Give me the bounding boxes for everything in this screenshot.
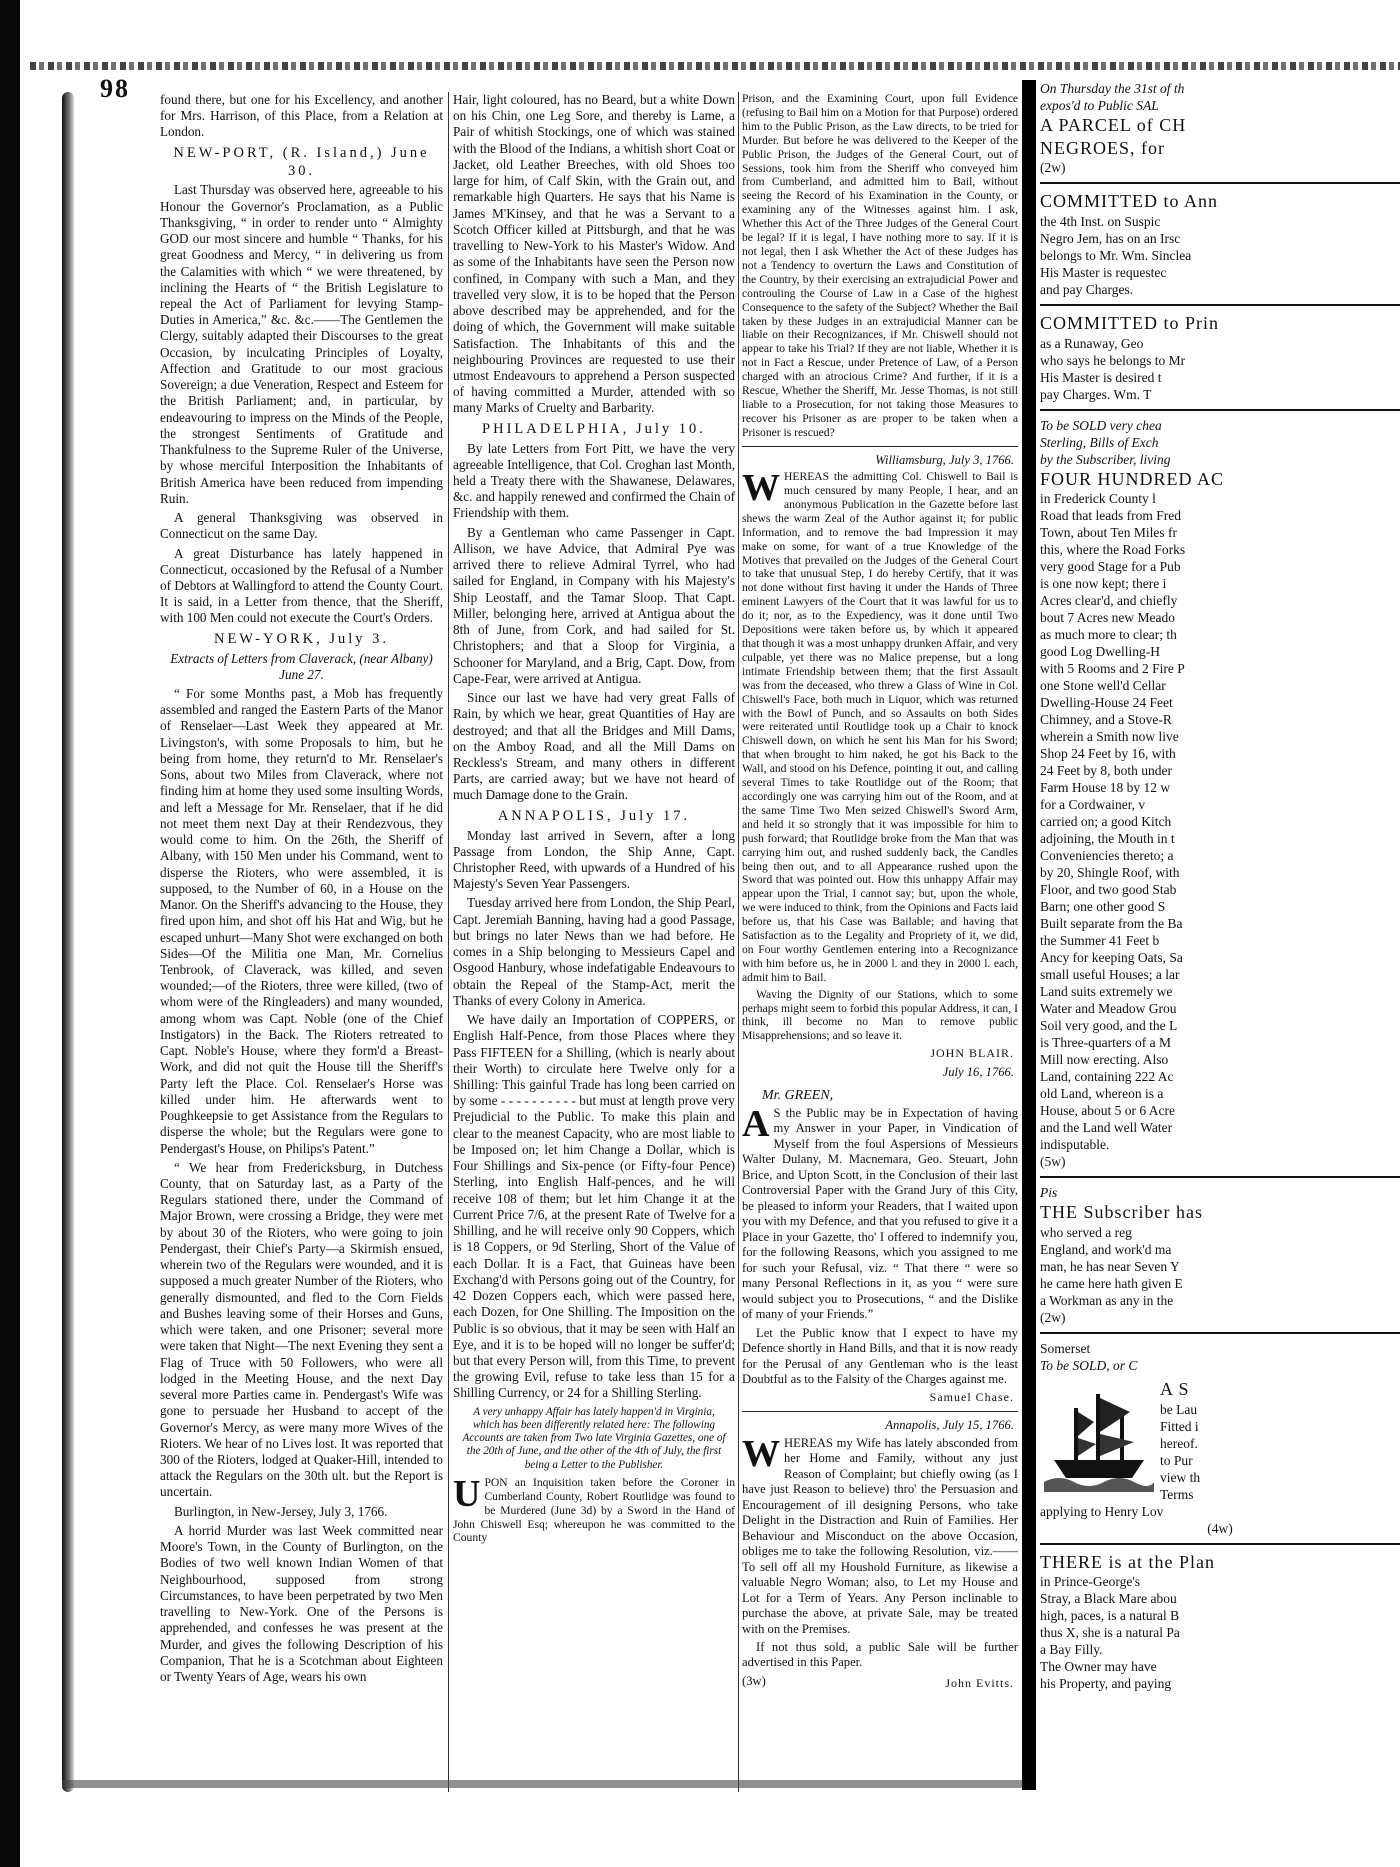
divider (1040, 409, 1400, 411)
drop-cap: U (453, 1472, 481, 1515)
divider (1040, 1176, 1400, 1178)
paragraph: Let the Public know that I expect to have my Defence shortly in Hand Bills, and that it is now ready for the Perusal of any Gentleman who is the least Doubtful as to the Falsity of the Charges against me. (742, 1325, 1018, 1386)
signature-john-evitts: John Evitts. (945, 1675, 1014, 1690)
ad-line: who says he belongs to Mr (1040, 352, 1186, 368)
ship-ad-line: view th (1160, 1469, 1201, 1485)
column-2 (453, 92, 735, 1792)
ad-line: with 5 Rooms and 2 Fire P (1040, 661, 1185, 677)
paragraph: Since our last we have had very great Falls of Rain, by which we hear, great Quantities of Hay are destroyed; and that all the Bridges and Mill Dams, on the Amboy Road, and all the Mill Dams on Reckless's Stream, and many others in different Parts, are carried away; but we have not heard of much Damage done to the Grain. (453, 690, 735, 803)
ad-line: Land, containing 222 Ac (1040, 1069, 1174, 1085)
column-4-advertisements (1040, 80, 1400, 1790)
stray-ad-line: Stray, a Black Mare abou (1040, 1591, 1177, 1607)
ad-line: who served a reg (1040, 1225, 1132, 1241)
ship-ad-line: Terms (1160, 1486, 1194, 1502)
ad-line: NEGROES, for (1040, 137, 1165, 158)
ad-line: Water and Meadow Grou (1040, 1001, 1177, 1017)
stray-ad-line: THERE is at the Plan (1040, 1551, 1215, 1572)
paragraph: A great Disturbance has lately happened in Connecticut, occasioned by the Refusal of a Number of Debtors at Wallingford to attend the County Court. It is said, in a Letter from thence, that the Sheriff, with 100 Men could not execute the Court's Orders. (160, 545, 443, 626)
signature-samuel-chase: Samuel Chase. (929, 1390, 1014, 1405)
insertion-count: (4w) (1207, 1520, 1233, 1536)
scan-edge-shadow (0, 0, 20, 1867)
ad-line: a Workman as any in the (1040, 1293, 1174, 1309)
ad-line: Dwelling-House 24 Feet (1040, 695, 1173, 711)
ship-ad-line: be Lau (1160, 1401, 1198, 1417)
whereas-text: HEREAS the admitting Col. Chiswell to Bail is much censured by many People, I hear, and an anonymous Publication in the Gazette before last shews the warm Zeal of the Author against it; for public Information, and to remove the bad Impression it may make on some, for want of a true Knowledge of the Motives that prevailed on the Judges of the General Court to take that unusual Step, I do hereby Certify, that it was not done without first having it under the Hands of Three eminent Lawyers of the Court that it was lawful for us to do it; nor, as to the Expediency, was it done until Two Depositions were taken before us, by which it appeared that though it was a most unhappy drunken Affair, and very culpable, yet there was no Malice prepense, but a long intimate Friendship between them; that the first Assault was from the deceased, who threw a Glass of Wine in Col. Chiswell's Face, both much in Liquor, which was returned with the Bowl of Punch, and so Assaults on both Sides were reiterated until Routlidge took up a Chair to knock Chiswell down, on which he sent his Man for his Sword; that when brought to him naked, he got his Back to the Wall, and stood on his Defence, pointing it out, and calling several Times to take Routlidge out of the Room; that accordingly one was carrying him out of the Room, and at the same Time Two Men seized Chiswell's Sword Arm, and held it so strongly that it was impossible for him to push forward; that Routlidge broke from the Man that was carrying him out, and rushed suddenly back, the Candles being then out, and to all Appearance rushed upon the Sword that was pointed out. How this unhappy Affair may appear upon the Trial, I cannot say; but, upon the whole, we were induced to think, from the Opinions and Facts laid before us, that his Case was Bailable; and having that Satisfaction as to the Legality and Propriety of it, we did, on Four worthy Gentlemen entering into a Recognizance with him before us, he in 2000 l. and they in 2000 l. each, admit him to Bail. (742, 470, 1018, 984)
ad-line: Built separate from the Ba (1040, 916, 1183, 932)
ad-line: Acres clear'd, and chiefly (1040, 593, 1178, 609)
stray-ad-line: The Owner may have (1040, 1659, 1157, 1675)
ad-line: Mill now erecting. Also (1040, 1052, 1169, 1068)
ship-ad-tail: applying to Henry Lov (1040, 1503, 1164, 1519)
paragraph: found there, but one for his Excellency, and another for Mrs. Harrison, of this Place, from a Relation at London. (160, 92, 443, 140)
divider (1040, 1332, 1400, 1334)
divider (742, 1411, 1018, 1412)
ad-line: Shop 24 Feet by 16, with (1040, 746, 1176, 762)
column-rule-1 (448, 92, 449, 1792)
divider (1040, 182, 1400, 184)
ad-line: On Thursday the 31st of th (1040, 81, 1185, 96)
ad-line: in Frederick County l (1040, 491, 1156, 507)
ad-line: belongs to Mr. Wm. Sinclea (1040, 248, 1192, 264)
ad-line: House, about 5 or 6 Acre (1040, 1103, 1175, 1119)
ad-line: and pay Charges. (1040, 282, 1134, 298)
stray-mare-ad (1040, 1551, 1400, 1693)
column-3 (742, 92, 1018, 1792)
ad-line: adjoining, the Mouth in t (1040, 831, 1175, 847)
ad-line: A PARCEL of CH (1040, 115, 1187, 135)
paragraph: We have daily an Importation of COPPERS, or English Half-Pence, from those Places where they Pass FIFTEEN for a Shilling, (which is nearly about their Worth) to circulate here Twelve only for a Shilling: This gainful Trade has long been carried on by some - - - - - - - - - - but must at length prove very Prejudicial to the Public. To make this plain and clear to the meanest Capacity, who are most liable to be Imposed on; let him Change a Dollar, which is Four Shillings and Six-pence (or Fifty-four Pence) Sterling, into English Half-pences, and he will receive 108 of them; but let him Change it at the Current Price 7/6, at the present Rate of Twelve for a Shilling, and he will receive only 90 Coppers, which is 18 Coppers, or 9d Sterling, Short of the Value of each Dollar. It is a Fact, that Guineas have been Exchang'd with Persons going out of the Country, for 42 Dozen Coppers each, which were passed here, each Dozen, for One Shilling. The Imposition on the Public is so obvious, that it may be seen with Half an Eye, and it is to be hoped will no longer be suffer'd; but that every Person will, from this Time, to prevent the growing Evil, refuse to take less than 15 for a Shilling Currency, or 24 for a Shilling Sterling. (453, 1012, 735, 1401)
burlington-dateline: Burlington, in New-Jersey, July 3, 1766. (174, 1503, 388, 1519)
ad-line: very good Stage for a Pub (1040, 559, 1181, 575)
ad-line: Chimney, and a Stove-R (1040, 712, 1172, 728)
italic-note: A very unhappy Affair has lately happen'd in Virginia, which has been differently related here: The following Accounts are taken from Two late Virginia Gazettes, one of the 20th of June, and the other of the 4th of July, the first being a Letter to the Publisher. (462, 1405, 726, 1471)
ad-line: expos'd to Public SAL (1040, 98, 1159, 113)
drop-cap: W (742, 1432, 780, 1475)
ad-line: he came here hath given E (1040, 1276, 1183, 1292)
paragraph: Tuesday arrived here from London, the Ship Pearl, Capt. Jeremiah Banning, having had a good Passage, but brings no later News than we had before. He comes in a Ship belonging to Messieurs Capel and Osgood Hanbury, whose indefatigable Endeavours to obtain the Repeal of the Stamp-Act, merit the Thanks of every Colony in America. (453, 895, 735, 1008)
divider (1040, 1543, 1400, 1545)
newport-heading: NEW-PORT, (R. Island,) June 30. (173, 144, 430, 179)
philadelphia-heading: PHILADELPHIA, July 10. (482, 420, 706, 437)
ad-line: COMMITTED to Prin (1040, 313, 1219, 334)
stray-ad-line: high, paces, is a natural B (1040, 1608, 1180, 1624)
ad-line: wherein a Smith now live (1040, 729, 1179, 745)
paragraph: “ For some Months past, a Mob has frequently assembled and ranged the Eastern Parts of the Manor of Renselaer—Last Week they appeared at Mr. Livingston's, with some Proposals to him, but he being from home, they return'd to Mr. Renselaer's Sons, about two Miles from Claverack, where not finding him at home they used some insulting Words, and left a Message for Mr. Renselaer, that if he did not meet them next Day at their Rendezvous, they would come to him. On the 26th, the Sheriff of Albany, with 150 Men under his Command, went to disperse the Rioters, who were assembled, it is supposed, to the Number of 60, in a House on the Manor. On the Sheriff's advancing to the House, they fired upon him, and shot off his Hat and Wig, but he escaped unhurt—Many Shot were exchanged on both Sides—Of the Militia one Man, Mr. Cornelius Tenbrook, of Claverack, was killed, and seven wounded;—of the Rioters, three were killed, (two of whom were of the Ringleaders) and many wounded, among whom was Capt. Noble (one of the Chief Instigators) in the Back. The Rioters retreated to Capt. Noble's House, where they form'd a Breast-Work, and did not quit the House till the Sheriff's Party left the Place. Col. Renselaer's Horse was killed under him. He afterwards went to Poughkeepsie to get Assistance from the Regulars to disperse the whole; but the Regulars were gone to Pendergast's House, on Philips's Patent.” (160, 685, 443, 1156)
ad-line: one Stone well'd Cellar (1040, 678, 1166, 694)
ad-line: the 4th Inst. on Suspic (1040, 214, 1161, 230)
ad-line: Farm House 18 by 12 w (1040, 780, 1171, 796)
salutation: Mr. GREEN, (762, 1087, 834, 1103)
ad-line: as much more to clear; th (1040, 627, 1177, 643)
divider (1040, 304, 1400, 306)
ad-line: Barn; one other good S (1040, 899, 1166, 915)
ad-line: Pis (1040, 1185, 1058, 1201)
paragraph: A horrid Murder was last Week committed near Moore's Town, in the County of Burlington, on the Bodies of two well known Indian Women of that Neighbourhood, supposed from strong Circumstances, to have been perpetrated by two Men travelling to New-York. One of the Persons is apprehended, and confesses he was present at the Murder, and gives the following Description of his Companion, That he is a Scotchman about Eighteen or Twenty Years of Age, wears his own (160, 1522, 443, 1685)
ad-line: good Log Dwelling-H (1040, 644, 1160, 660)
ad-line: is one now kept; there i (1040, 576, 1167, 592)
ad-line: bout 7 Acres new Meado (1040, 610, 1175, 626)
ad-line: COMMITTED to Ann (1040, 191, 1218, 212)
paragraph: By late Letters from Fort Pitt, we have the very agreeable Intelligence, that Col. Croghan last Month, held a Treaty there with the Shawanese, Delawares, &c. and happily renewed and confirmed the Chain of Friendship with them. (453, 440, 735, 521)
paragraph: Waving the Dignity of our Stations, which to some perhaps might seem to forbid this popular Address, it can, I think, ill become no Man to remove public Misapprehensions; and so leave it. (742, 987, 1018, 1043)
paragraph: Prison, and the Examining Court, upon full Evidence (refusing to Bail him on a Motion for that Purpose) ordered him to the Public Prison, as the Law directs, to be tried for Murder. But before he was delivered to the Keeper of the Public Prison, the Judges of the General Court, out of Sessions, took him from the Sheriff who conveyed him from Cumberland, and admitted him to Bail, without seeing the Record of his Examination in the County, or examining any of the Witnesses against him. I ask, Whether this Act of the Three Judges of the General Court be legal? If it is legal, I have nothing more to say. If it is not legal, then I ask Whether the Act of these Judges has not a Tendency to overturn the Laws and Constitution of the Country, by their exercising an extrajudicial Power and controuling the Course of Law in a Case of the highest Consequence to the safety of the Subject? Whether the Bail taken by these Judges in an extrajudicial Manner can be liable on their Recognizances, if Mr. Chiswell should not appear to take his Trial? If they are not liable, Whether it is not in Fact a Rescue, under Pretence of Law, of a Person charged with an atrocious Crime? And further, if it is a Rescue, Whether the Sheriff, Mr. Jesse Thomas, is not still liable to a Prosecution, for not taking those Measures to recover his Prisoner as are proper to be taken when a Prisoner is rescued? (742, 92, 1018, 439)
ad-line: the Summer 41 Feet b (1040, 933, 1160, 949)
ad-line: by the Subscriber, living (1040, 451, 1171, 467)
advertisement-lines (1040, 80, 1400, 1374)
ship-icon (1044, 1382, 1154, 1492)
paragraph: “ We hear from Fredericksburg, in Dutchess County, that on Saturday last, as a Party of the Regulars stationed there, under the Command of Major Brown, were crossing a Bridge, they were met by about 30 of the Rioters, who were going to join Pendergast, their Chief's Party—a Skirmish ensued, wherein two of the Regulars were wounded, and it is supposed a much greater Number of the Rioters, who generally dismounted, and fled to the Corn Fields and Bushes leaving some of their Horses and Guns, which were taken, and one Prisoner; several more were taken that Night—The next Evening they sent a Flag of Truce with 50 Followers, who were all lodged in the Meeting House, and the next Day several more Parties came in. Pendergast's Wife was gone to persuade her Husband to accept of the Governor's Mercy, as were many more Wives of the Rioters. We hear of no Lives lost. It was reported that 300 of the Rioters, lodged at Quaker-Hill, intended to attack the Regulars on the 30th ult. but the Report is uncertain. (160, 1159, 443, 1500)
ship-ad-line: hereof. (1160, 1435, 1198, 1451)
ad-line: for a Cordwainer, v (1040, 797, 1146, 813)
paragraph: Last Thursday was observed here, agreeable to his Honour the Governor's Proclamation, as a Public Thanksgiving, “ in order to render unto “ Almighty GOD our most sincere and humble “ Thanks, for his great Goodness and Mercy, “ in delivering us from the Calamities with which “ we were threatened, by inclining the Hearts of “ the British Legislature to repeal the Act of Parliament for levying Stamp-Duties in America,” &c. &c.——The Gentlemen the Clergy, suitably adapted their Discourses to the great Occasion, by inculcating Principles of Loyalty, Affection and Gratitude to our most gracious Sovereign; a due Veneration, Respect and Esteem for the British Parliament; and, in particular, by endeavouring to impress on the Minds of the People, the strongest Sentiments of Gratitude and Thankfulness to the Supreme Ruler of the Universe, by whose merciful Interposition the Inhabitants of British America have been reduced from impending Ruin. (160, 182, 443, 506)
ad-line: pay Charges. Wm. T (1040, 386, 1152, 402)
paragraph: Monday last arrived in Severn, after a long Passage from London, the Ship Anne, Capt. Christopher Reed, with upwards of a Hundred of his Majesty's Seven Year Passengers. (453, 827, 735, 892)
inquisition-text: PON an Inquisition taken before the Coroner in Cumberland County, Robert Routlidge was found to be Murdered (June 3d) by a Sword in the Hand of John Chiswell Esq; whereupon he was committed to the County (453, 1475, 735, 1545)
july16-dateline: July 16, 1766. (942, 1065, 1014, 1080)
insertion-count: (3w) (742, 1673, 766, 1688)
ad-line: Road that leads from Fred (1040, 508, 1181, 524)
ad-line: indisputable. (1040, 1137, 1110, 1153)
ad-line: is Three-quarters of a M (1040, 1035, 1171, 1051)
drop-cap: W (742, 467, 780, 510)
ad-line: To be SOLD very chea (1040, 417, 1162, 433)
page-gutter-shadow (1022, 80, 1036, 1790)
column-1 (160, 92, 443, 1792)
ad-line: by 20, Shingle Roof, with (1040, 865, 1180, 881)
inquisition-paragraph (453, 1472, 735, 1546)
ad-line: this, where the Road Forks (1040, 542, 1186, 558)
ad-line: Town, about Ten Miles fr (1040, 525, 1177, 541)
ship-ad-line: A S (1160, 1379, 1190, 1400)
paragraph: Hair, light coloured, has no Beard, but a white Down on his Chin, one Leg Sore, and thereby is Lame, a Pair of whitish Stockings, one of which was stained with the Blood of the Indians, a whitish short Coat or Jacket, old Leather Breeches, with old Shoes too large for him, of Calf Skin, with the Grain out, and remarkable high Quarters. He says that his Name is James M'Kinsey, and that he was a Servant to a Scotch Officer killed at Pittsburgh, and that he was travelling to New-York to his Master's Widow. And as some of the Inhabitants have seen the Person now confined, in Company with such a Man, and they travelled very slow, it is to be hoped that the Person above described may be apprehended, and for the doing of which, the Government will make suitable Satisfaction. The Inhabitants of this and the neighbouring Provinces are requested to use their utmost Endeavours to apprehend a Person suspected of having committed a Murder, attended with so many Marks of Cruelty and Barbarity. (453, 92, 735, 416)
ad-line: Ancy for keeping Oats, Sa (1040, 950, 1183, 966)
annapolis-heading: ANNAPOLIS, July 17. (497, 807, 691, 824)
ad-line: His Master is requestec (1040, 265, 1167, 281)
williamsburg-dateline: Williamsburg, July 3, 1766. (875, 452, 1014, 467)
paragraph: By a Gentleman who came Passenger in Capt. Allison, we have Advice, that Admiral Pye was arrived there to relieve Admiral Tyrrel, who had sailed for England, in Company with his Majesty's Ship Leostaff, and the Tamar Sloop. That Capt. Miller, belonging here, arrived at Antigua about the 8th of June, from Cork, and had sailed for St. Christophers; and that a Sloop for Virginia, a Schooner for Maryland, and a Brig, Capt. Dow, from Cape-Fear, were arrived at Antigua. (453, 524, 735, 686)
evitts-notice-paragraph (742, 1432, 1018, 1637)
newyork-heading: NEW-YORK, July 3. (213, 630, 390, 647)
top-border-rule (30, 62, 1400, 70)
ad-line: Soil very good, and the L (1040, 1018, 1178, 1034)
stray-ad-line: in Prince-George's (1040, 1574, 1141, 1590)
ad-line: Sterling, Bills of Exch (1040, 434, 1159, 450)
ad-line: Floor, and two good Stab (1040, 882, 1177, 898)
ship-advertisement (1040, 1378, 1400, 1503)
ad-line: To be SOLD, or C (1040, 1358, 1138, 1374)
paragraph: A general Thanksgiving was observed in Connecticut on the same Day. (160, 510, 443, 542)
ad-line: and the Land well Water (1040, 1120, 1173, 1136)
ad-line: Negro Jem, has on an Irsc (1040, 231, 1181, 247)
ad-line: England, and work'd ma (1040, 1242, 1172, 1258)
annapolis-dateline: Annapolis, July 15, 1766. (885, 1418, 1014, 1433)
paragraph: If not thus sold, a public Sale will be further advertised in this Paper. (742, 1640, 1018, 1670)
signature-john-blair: JOHN BLAIR. (930, 1046, 1014, 1061)
ad-line: as a Runaway, Geo (1040, 335, 1144, 351)
ad-line: Conveniencies thereto; a (1040, 848, 1174, 864)
ad-line: old Land, whereon is a (1040, 1086, 1164, 1102)
ad-line: 24 Feet by 8, both under (1040, 763, 1172, 779)
chase-letter-text: S the Public may be in Expectation of having my Answer in your Paper, in Vindication of Myself from the foul Aspersions of Messieurs Walter Dulany, M. Macnemara, Geo. Steuart, John Brice, and Upton Scott, in the Conclusion of their last Controversial Paper with the Grand Jury of this City, be pleased to inform your Readers, that I waited upon you with my Defence, and that you refused to give it a Place in your Gazette, tho' I offered to indemnify you, for the following Reasons, which you assigned to me for such your Refusal, viz. “ That there “ were so many Personal Reflections in it, as you “ were sure would subject you to Prosecutions, “ and the Dislike of many of your Friends.” (742, 1105, 1018, 1322)
ad-line: (2w) (1040, 1310, 1066, 1326)
divider (742, 446, 1018, 447)
evitts-footer (742, 1674, 1018, 1695)
left-page-border (62, 92, 74, 1792)
stray-ad-line: a Bay Filly. (1040, 1642, 1103, 1658)
drop-cap: A (742, 1102, 770, 1145)
ad-line: (2w) (1040, 160, 1066, 176)
chase-letter-paragraph (742, 1102, 1018, 1323)
newyork-subheading: Extracts of Letters from Claverack, (near Albany) June 27. (170, 650, 433, 682)
ad-line: (5w) (1040, 1154, 1066, 1170)
ship-ad-line: Fitted i (1160, 1418, 1199, 1434)
page-number: 98 (100, 74, 130, 103)
ad-line: small useful Houses; a lar (1040, 967, 1180, 983)
ad-line: Land suits extremely we (1040, 984, 1173, 1000)
ad-line: THE Subscriber has (1040, 1202, 1203, 1223)
stray-ad-line: thus X, she is a natural Pa (1040, 1625, 1180, 1641)
ad-line: Somerset (1040, 1341, 1091, 1357)
stray-ad-line: his Property, and paying (1040, 1676, 1172, 1692)
ad-line: His Master is desired t (1040, 369, 1162, 385)
evitts-notice-text: HEREAS my Wife has lately absconded from her Home and Family, without any just Reason of Complaint; but chiefly owing (as I have just Reason to believe) thro' the Persuasion and Encouragement of ill designing Persons, who take Delight in the Distraction and Ruin of Families. Her Behaviour and Misconduct on the above Occasion, obliges me to take the following Resolution, viz.——To sell off all my Houshold Furniture, as likewise a valuable Negro Woman; also, to Let my House and Lot for a Term of Years. Any Person inclinable to purchase the above, at private Sale, may be treated with on the Premises. (742, 1435, 1018, 1636)
column-rule-2 (738, 92, 739, 1792)
ad-line: FOUR HUNDRED AC (1040, 468, 1225, 489)
ship-ad-line: to Pur (1160, 1452, 1193, 1468)
whereas-paragraph (742, 467, 1018, 985)
ad-line: man, he has near Seven Y (1040, 1259, 1180, 1275)
ad-line: carried on; a good Kitch (1040, 814, 1172, 830)
